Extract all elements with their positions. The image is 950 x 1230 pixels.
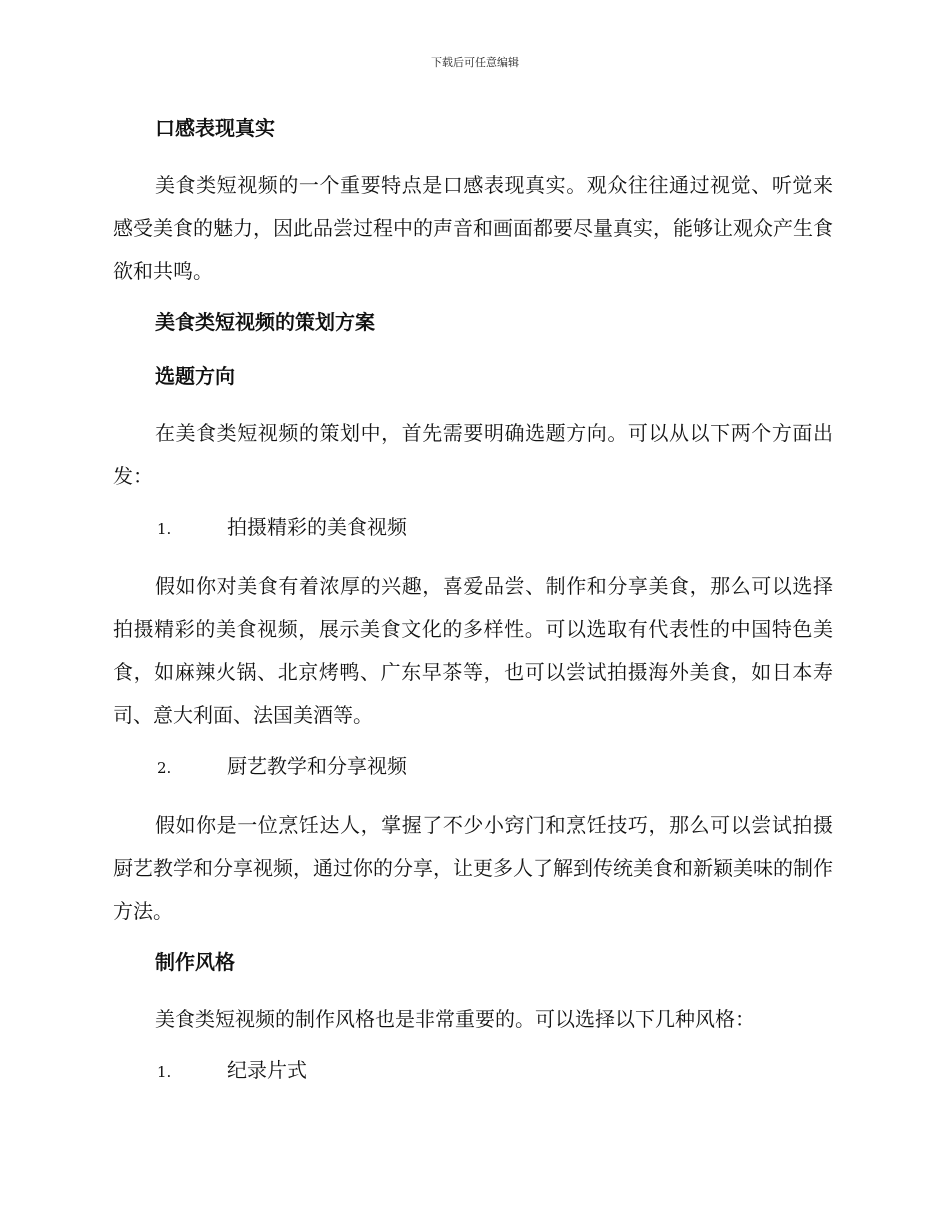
list-item-1 bbox=[113, 509, 833, 547]
list-number: 1. bbox=[157, 520, 172, 538]
list-number: 2. bbox=[157, 759, 172, 777]
document-body bbox=[113, 110, 833, 1108]
paragraph-item2: 假如你是一位烹饪达人，掌握了不少小窍门和烹饪技巧，那么可以尝试拍摄厨艺教学和分享视频，通过你的分享，让更多人了解到传统美食和新颖美味的制作方法。 bbox=[113, 813, 833, 923]
page-header-note: 下载后可任意编辑 bbox=[431, 56, 519, 69]
heading-topic: 选题方向 bbox=[155, 364, 235, 388]
list-text: 纪录片式 bbox=[227, 1058, 307, 1082]
heading-taste: 口感表现真实 bbox=[155, 116, 275, 140]
paragraph-topic: 在美食类短视频的策划中，首先需要明确选题方向。可以从以下两个方面出发： bbox=[113, 421, 833, 488]
list-text: 拍摄精彩的美食视频 bbox=[227, 515, 407, 539]
list-number: 1. bbox=[157, 1063, 172, 1081]
list-text: 厨艺教学和分享视频 bbox=[227, 754, 407, 778]
heading-plan: 美食类短视频的策划方案 bbox=[155, 310, 375, 334]
heading-style: 制作风格 bbox=[155, 950, 235, 974]
paragraph-item1: 假如你对美食有着浓厚的兴趣，喜爱品尝、制作和分享美食，那么可以选择拍摄精彩的美食视频，展示美食文化的多样性。可以选取有代表性的中国特色美食，如麻辣火锅、北京烤鸭、广东早茶等，也可以尝试拍摄海外美食，如日本寿司、意大利面、法国美酒等。 bbox=[113, 574, 833, 727]
paragraph-taste: 美食类短视频的一个重要特点是口感表现真实。观众往往通过视觉、听觉来感受美食的魅力，因此品尝过程中的声音和画面都要尽量真实，能够让观众产生食欲和共鸣。 bbox=[113, 173, 833, 283]
list-item-2 bbox=[113, 748, 833, 786]
paragraph-style: 美食类短视频的制作风格也是非常重要的。可以选择以下几种风格： bbox=[155, 1007, 755, 1031]
list-item-3 bbox=[113, 1052, 833, 1090]
